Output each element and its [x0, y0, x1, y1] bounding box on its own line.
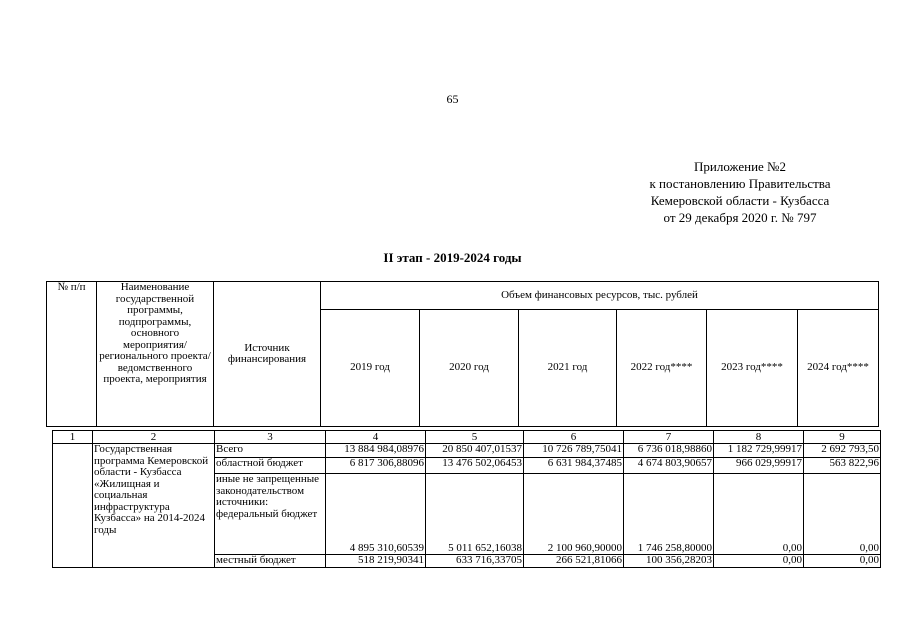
- source-cell: Всего: [215, 444, 326, 458]
- value-cell: 266 521,81066: [524, 555, 624, 568]
- column-number: 2: [93, 431, 215, 444]
- column-number: 4: [326, 431, 426, 444]
- value-cell: 5 011 652,16038: [426, 474, 524, 555]
- value-cell: 0,00: [804, 474, 881, 555]
- value-cell: 633 716,33705: [426, 555, 524, 568]
- value-cell: 13 476 502,06453: [426, 458, 524, 474]
- header-year: 2020 год: [420, 310, 519, 427]
- stage-title: II этап - 2019-2024 годы: [383, 250, 522, 265]
- value-cell: 2 692 793,50: [804, 444, 881, 458]
- header-table: [46, 281, 879, 427]
- source-cell: областной бюджет: [215, 458, 326, 474]
- value-cell: 100 356,28203: [624, 555, 714, 568]
- value-cell: 966 029,99917: [714, 458, 804, 474]
- source-cell: иные не запрещенные законодательством источники: федеральный бюджет: [215, 474, 326, 555]
- column-number: 3: [215, 431, 326, 444]
- value-cell: 0,00: [804, 555, 881, 568]
- value-cell: 20 850 407,01537: [426, 444, 524, 458]
- value-cell: 4 895 310,60539: [326, 474, 426, 555]
- column-number: 8: [714, 431, 804, 444]
- value-cell: 0,00: [714, 474, 804, 555]
- column-number: 1: [53, 431, 93, 444]
- value-cell: 10 726 789,75041: [524, 444, 624, 458]
- column-number-row: [53, 431, 881, 444]
- data-table: [52, 430, 881, 568]
- header-source: Источник финансирования: [214, 282, 321, 427]
- page-number: 65: [446, 92, 459, 106]
- header-year: 2024 год****: [798, 310, 879, 427]
- header-name: Наименование государственной программы, подпрограммы, основного мероприятия/ регионального проекта/ ведомственного проекта, мероприятия: [97, 282, 214, 427]
- appendix-block: [560, 158, 905, 226]
- appendix-line: к постановлению Правительства: [649, 176, 831, 191]
- row-number: [53, 444, 93, 568]
- header-year: 2021 год: [519, 310, 617, 427]
- source-cell: местный бюджет: [215, 555, 326, 568]
- table-row: [53, 444, 881, 458]
- appendix-line: от 29 декабря 2020 г. № 797: [663, 210, 817, 225]
- header-year: 2022 год****: [617, 310, 707, 427]
- column-number: 9: [804, 431, 881, 444]
- value-cell: 0,00: [714, 555, 804, 568]
- column-number: 6: [524, 431, 624, 444]
- value-cell: 6 631 984,37485: [524, 458, 624, 474]
- value-cell: 6 736 018,98860: [624, 444, 714, 458]
- value-cell: 518 219,90341: [326, 555, 426, 568]
- value-cell: 1 182 729,99917: [714, 444, 804, 458]
- program-name: Государственная программа Кемеровской области - Кузбасса «Жилищная и социальная инфраструктура Кузбасса» на 2014-2024 годы: [93, 444, 215, 568]
- column-number: 5: [426, 431, 524, 444]
- header-num: № п/п: [47, 282, 97, 427]
- value-cell: 1 746 258,80000: [624, 474, 714, 555]
- header-volume: Объем финансовых ресурсов, тыс. рублей: [321, 282, 879, 310]
- appendix-line: Кемеровской области - Кузбасса: [650, 193, 830, 208]
- value-cell: 6 817 306,88096: [326, 458, 426, 474]
- value-cell: 4 674 803,90657: [624, 458, 714, 474]
- column-number: 7: [624, 431, 714, 444]
- header-year: 2019 год: [321, 310, 420, 427]
- value-cell: 13 884 984,08976: [326, 444, 426, 458]
- value-cell: 563 822,96: [804, 458, 881, 474]
- header-year: 2023 год****: [707, 310, 798, 427]
- appendix-line: Приложение №2: [694, 159, 786, 174]
- value-cell: 2 100 960,90000: [524, 474, 624, 555]
